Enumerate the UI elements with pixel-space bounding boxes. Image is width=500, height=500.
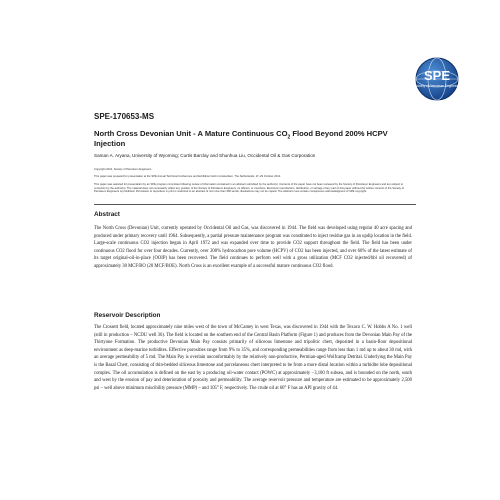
- spe-logo-icon: [415, 56, 459, 102]
- logo-text: SPE: [423, 68, 451, 83]
- selection-note: This paper was selected for presentation by an SPE program committee following review of information contained in an abstract submitted by the author(s). Contents of the paper have not been reviewed by the Society of Petroleum Engineers and are subject to correction by the author(s). The material does not necessarily reflect any position of the Society of Petroleum Engineers, its officers, or members. Electronic reproduction, distribution, or storage of any part of this paper without the written consent of the Society of Petroleum Engineers is prohibited. Permission to reproduce in print is restricted to an abstract of not more than 300 words; illustrations may not be copied. The abstract must contain conspicuous acknowledgment of SPE copyright.: [94, 183, 405, 194]
- abstract-text: The North Cross (Devonian) Unit, currently operated by Occidental Oil and Gas, was discovered in 1944. The field was developed using regular 40 acre spacing and produced under primary recovery until 1964. Subsequently, a partial pressure maintenance program was constituted to inject residue gas in an updip location in the field. Large-scale continuous CO2 injection began in April 1972 and was expanded over time to provide CO2 support throughout the field. The field has been under continuous CO2 flood for over four decades. Currently, over 200% hydrocarbon pore volume (HCPV) of CO2 has been injected, and over 60% of the latest estimate of its target original-oil-in-place (OOIP) has been recovered. The field continues to perform well with a gross utilization (MCF CO2 injected/bbl oil recovered) of approximately 30 MCF/BO (20 MCF/BOE). North Cross is an excellent example of a successful mature continuous CO2 flood.: [94, 226, 412, 269]
- paper-authors: Saman A. Aryana, University of Wyoming; Curtis Barclay and Shunhua Liu, Occidental Oil & Gas Corporation: [94, 153, 316, 158]
- abstract-heading: Abstract: [94, 211, 120, 218]
- section-divider: [94, 204, 416, 205]
- reservoir-heading: Reservoir Description: [94, 312, 161, 319]
- paper-id: SPE-170653-MS: [94, 112, 155, 121]
- presentation-note: This paper was prepared for presentation at the SPE Annual Technical Conference and Exhibition held in Amsterdam, The Netherlands, 27–29 October 2014.: [94, 175, 281, 178]
- reservoir-text: The Crossett field, located approximately nine miles west of the town of McCamey in west Texas, was discovered in 1944 with the Texaco C. W. Hobbs A No. 1 well (still in production – NCDU well 36). The field is located on the southern end of the Central Basin Platform (Figure 1) and produces from the Devonian Main Pay of the Thirtyone Formation. The productive Devonian Main Pay consists primarily of siliceous limestone and tripolitic chert, deposited in a basin-floor depositional environment as deep-marine turbidites. Effective porosities range from 9% to 35%, and corresponding permeabilities range from less than 1 md up to about 30 md, with an average permeability of 5 md. The Main Pay is overlain unconformably by the relatively non-productive, Permian-aged Wolfcamp Detrital. Underlying the Main Pay is the Basal Chert, consisting of thin-bedded siliceous limestone and porcelaneous chert interpreted to be from a more distal location within a turbidite lobe depositional complex. The oil accumulation is defined on the east by a producing oil-water contact (POWC) at approximately −3,100 ft subsea, and is bounded on the north, south and west by the erosion of pay and deterioration of porosity and permeability. The average reservoir pressure and temperature are estimated to be approximately 2,500 psi – well above minimum miscibility pressure (MMP) – and 105° F, respectively. The crude oil at 60° F has an API gravity of 44.: [94, 325, 412, 391]
- logo-subtext: Society of Petroleum Engineers: [415, 84, 459, 88]
- copyright-line: Copyright 2014, Society of Petroleum Engineers: [94, 168, 152, 171]
- paper-title: North Cross Devonian Unit - A Mature Continuous $CO_2$ Flood Beyond 200% HCPV Injection: [94, 129, 388, 148]
